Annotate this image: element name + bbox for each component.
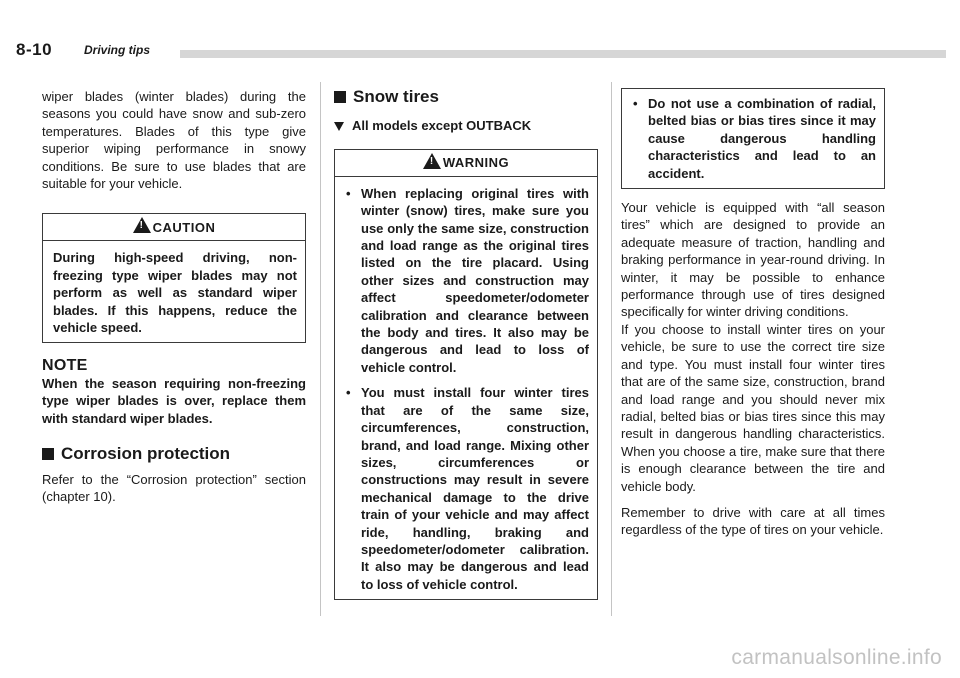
caution-title: CAUTION	[152, 219, 216, 235]
warning-triangle-icon: !	[133, 217, 151, 233]
corrosion-text: Refer to the “Corrosion protection” section (chapter 10).	[42, 471, 306, 504]
models-subheading-label: All models except OUTBACK	[352, 118, 532, 134]
warning-bullet: • When replacing original tires with winter (snow) tires, make sure you use only the same size, construction and load range as the original tires listed on the tire placard. Using other sizes and construction may affect speedometer/odometer calibration and clearance between the body and tires. It also may be dangerous and lead to loss of vehicle control.	[345, 185, 589, 376]
warning-box	[334, 149, 598, 600]
square-bullet-icon	[334, 91, 346, 103]
page-header	[16, 40, 946, 66]
down-triangle-icon	[334, 122, 344, 131]
warning-triangle-icon: !	[423, 153, 441, 169]
warning-continued-box	[621, 88, 885, 189]
caution-box	[42, 213, 306, 343]
warning-continued-list	[632, 95, 876, 182]
column-divider-2	[611, 82, 612, 616]
warning-body	[335, 177, 597, 599]
warning-continued-body	[622, 89, 884, 188]
warning-bullet: • Do not use a combination of radial, belted bias or bias tires since it may cause dangerous handling characteristics and lead to an accident.	[632, 95, 876, 182]
caution-header	[43, 214, 305, 241]
models-subheading	[334, 117, 598, 134]
column-divider-1	[320, 82, 321, 616]
column-middle	[334, 88, 598, 600]
page-number: 8-10	[16, 40, 53, 59]
warning-title: WARNING	[442, 155, 510, 171]
column-left	[42, 88, 306, 505]
square-bullet-icon	[42, 448, 54, 460]
section-title: Driving tips	[84, 43, 151, 57]
tires-paragraph-2: If you choose to install winter tires on your vehicle, be sure to use the correct tire size and type. You must install four winter tires that are of the same size, construction, brand and load range and you should never mix radial, belted bias or bias tires since this may result in dangerous handling characteristics. When you choose a tire, make sure that there is enough clearance between the tire and vehicle body.	[621, 321, 885, 494]
corrosion-heading	[42, 445, 306, 462]
column-right	[621, 88, 885, 539]
warning-bullet: • You must install four winter tires that are of the same size, circumferences, construction, brand, and load range. Mixing other sizes, circumferences or constructions may result in severe mechanical damage to the drive train of your vehicle and may affect ride, handling, braking and speedometer/odometer calibration. It also may be dangerous and lead to loss of vehicle control.	[345, 384, 589, 593]
warning-list	[345, 185, 589, 593]
warning-header	[335, 150, 597, 177]
caution-text: During high-speed driving, non-freezing type wiper blades may not perform as well as standard wiper blades. If this happens, reduce the vehicle speed.	[53, 250, 297, 336]
intro-paragraph: wiper blades (winter blades) during the seasons you could have snow and sub-zero temperatures. Blades of this type give superior wiping performance in snowy conditions. Be sure to use blades that are suitable for your vehicle.	[42, 89, 306, 192]
note-text: When the season requiring non-freezing type wiper blades is over, replace them with standard wiper blades.	[42, 375, 306, 426]
tires-paragraph-3: Remember to drive with care at all times regardless of the type of tires on your vehicle.	[621, 504, 885, 538]
watermark: carmanualsonline.info	[731, 646, 942, 669]
header-rule	[180, 50, 946, 58]
corrosion-heading-label: Corrosion protection	[61, 444, 231, 464]
snow-tires-heading	[334, 88, 598, 105]
snow-tires-heading-label: Snow tires	[353, 87, 439, 106]
note-title: NOTE	[42, 357, 88, 375]
tires-paragraph-1: Your vehicle is equipped with “all season tires” which are designed to provide an adequate measure of traction, handling and braking performance in year-round driving. In winter, it may be possible to enhance performance through use of tires designed specifically for winter driving conditions.	[621, 200, 885, 320]
